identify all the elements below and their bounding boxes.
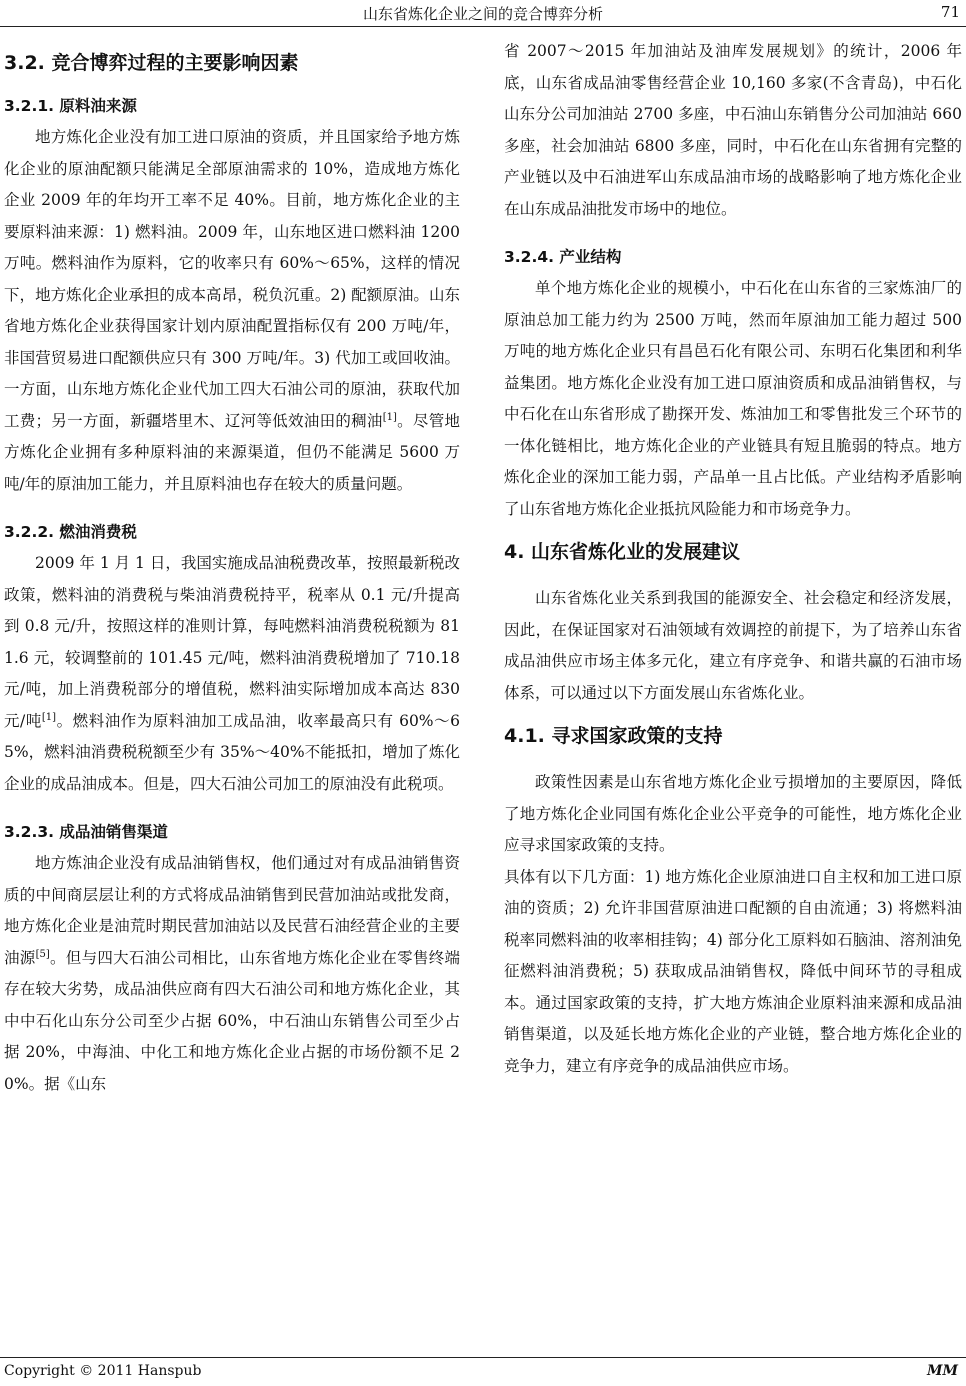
citation-ref[interactable]: [1]: [41, 711, 57, 723]
section-3-2-3-paragraph: [4, 848, 460, 1100]
section-3-2-heading: 3.2. 竞合博弈过程的主要影响因素: [4, 52, 299, 74]
section-3-2-4-paragraph: 单个地方炼化企业的规模小，中石化在山东省的三家炼油厂的原油总加工能力约为 2500 万吨，然而年原油加工能力超过 500 万吨的地方炼化企业只有昌邑石化有限公司、东明石化集团和利华益集团。地方炼化企业没有加工进口原油资质和成品油销售权，与中石化在山东省形成了勘探开发、炼油加工和零售批发三个环节的一体化链相比，地方炼化企业的产业链具有短且脆弱的特点。地方炼化企业的深加工能力弱，产品单一且占比低。产业结构矛盾影响了山东省地方炼化企业抵抗风险能力和市场竞争力。: [504, 279, 962, 518]
section-4-1-heading: 4.1. 寻求国家政策的支持: [504, 725, 723, 747]
right-column: [504, 36, 962, 1082]
section-3-2-1-heading: 3.2.1. 原料油来源: [4, 97, 137, 115]
running-title: 山东省炼化企业之间的竞合博弈分析: [362, 5, 603, 23]
text-span: 2009 年 1 月 1 日，我国实施成品油税费改革，按照最新税改政策，燃料油的消费税与柴油消费税持平，税率从 0.1 元/升提高到 0.8 元/升，按照这样的准则计算，每吨燃料油消费税税额为 811.6 元，较调整前的 101.45 元/吨，燃料油消费税增加了 710.18 元/吨，加上消费税部分的增值税，燃料油实际增加成本高达 830 元/吨: [4, 554, 460, 730]
section-4-paragraph: 山东省炼化业关系到我国的能源安全、社会稳定和经济发展，因此，在保证国家对石油领域有效调控的前提下，为了培养山东省成品油供应市场主体多元化，建立有序竞争、和谐共赢的石油市场体系，可以通过以下方面发展山东省炼化业。: [504, 589, 962, 702]
left-column: [4, 36, 460, 1100]
page-number: 71: [940, 3, 960, 21]
citation-ref[interactable]: [1]: [382, 411, 397, 423]
text-span: 地方炼化企业没有加工进口原油的资质，并且国家给予地方炼化企业的原油配额只能满足全部原油需求的 10%，造成地方炼化企业 2009 年的年均开工率不足 40%。目前，地方炼化企业的主要原料油来源：1) 燃料油。2009 年，山东地区进口燃料油 1200 万吨。燃料油作为原料，它的收率只有 60%～65%，这样的情况下，地方炼化企业承担的成本高昂，税负沉重。2) 配额原油。山东省地方炼化企业获得国家计划内原油配置指标仅有 200 万吨/年，非国营贸易进口配额供应只有 300 万吨/年。3) 代加工或回收油。一方面，山东地方炼化企业代加工四大石油公司的原油，获取代加工费；另一方面，新疆塔里木、辽河等低效油田的稠油: [4, 128, 460, 430]
text-span: 。尽管地方炼化企业拥有多种原料油的来源渠道，但仍不能满足 5600 万吨/年的原油加工能力，并且原料油也存在较大的质量问题。: [4, 411, 460, 493]
section-4-heading: 4. 山东省炼化业的发展建议: [504, 541, 741, 563]
page-header: [0, 0, 966, 27]
page-footer: [0, 1357, 966, 1386]
section-3-2-3-continued: 省 2007～2015 年加油站及油库发展规划》的统计，2006 年底，山东省成品油零售经营企业 10,160 多家(不含青岛)，中石化山东分公司加油站 2700 多座，中石油山东销售分公司加油站 660 多座，社会加油站 6800 多座，同时，中石化在山东省拥有完整的产业链以及中石油进军山东成品油市场的战略影响了地方炼化企业在山东成品油批发市场中的地位。: [504, 42, 962, 218]
section-3-2-1-paragraph: [4, 122, 460, 500]
section-4-1-paragraph: 政策性因素是山东省地方炼化企业亏损增加的主要原因，降低了地方炼化企业同国有炼化企业公平竞争的可能性，地方炼化企业应寻求国家政策的支持。: [504, 773, 962, 854]
citation-ref[interactable]: [5]: [35, 948, 50, 960]
section-3-2-2-paragraph: [4, 548, 460, 800]
section-3-2-3-heading: 3.2.3. 成品油销售渠道: [4, 823, 168, 841]
section-4-1-paragraph-cont: 具体有以下几方面：1) 地方炼化企业原油进口自主权和加工进口原油的资质；2) 允许非国营原油进口配额的自由流通；3) 将燃料油税率同燃料油的收率相挂钩；4) 部分化工原料如石脑油、溶剂油免征燃料油消费税；5) 获取成品油销售权，降低中间环节的寻租成本。通过国家政策的支持，扩大地方炼油企业原料油来源和成品油销售渠道，以及延长地方炼化企业的产业链，整合地方炼化企业的竞争力，建立有序竞争的成品油供应市场。: [504, 867, 962, 1075]
journal-abbrev: MM: [927, 1363, 958, 1379]
section-3-2-2-heading: 3.2.2. 燃油消费税: [4, 523, 137, 541]
text-span: 地方炼油企业没有成品油销售权，他们通过对有成品油销售资质的中间商层层让利的方式将成品油销售到民营加油站或批发商，地方炼化企业是油荒时期民营加油站以及民营石油经营企业的主要油源: [4, 854, 460, 967]
text-span: 。燃料油作为原料油加工成品油，收率最高只有 60%～65%，燃料油消费税税额至少有 35%～40%不能抵扣，增加了炼化企业的成品油成本。但是，四大石油公司加工的原油没有此税项。: [4, 711, 460, 793]
section-3-2-4-heading: 3.2.4. 产业结构: [504, 248, 622, 266]
text-span: 。但与四大石油公司相比，山东省地方炼化企业在零售终端存在较大劣势，成品油供应商有四大石油公司和地方炼化企业，其中中石化山东分公司至少占据 60%，中石油山东销售公司至少占据 20%，中海油、中化工和地方炼化企业占据的市场份额不足 20%。据《山东: [4, 948, 460, 1093]
copyright-text: Copyright © 2011 Hanspub: [4, 1363, 202, 1379]
